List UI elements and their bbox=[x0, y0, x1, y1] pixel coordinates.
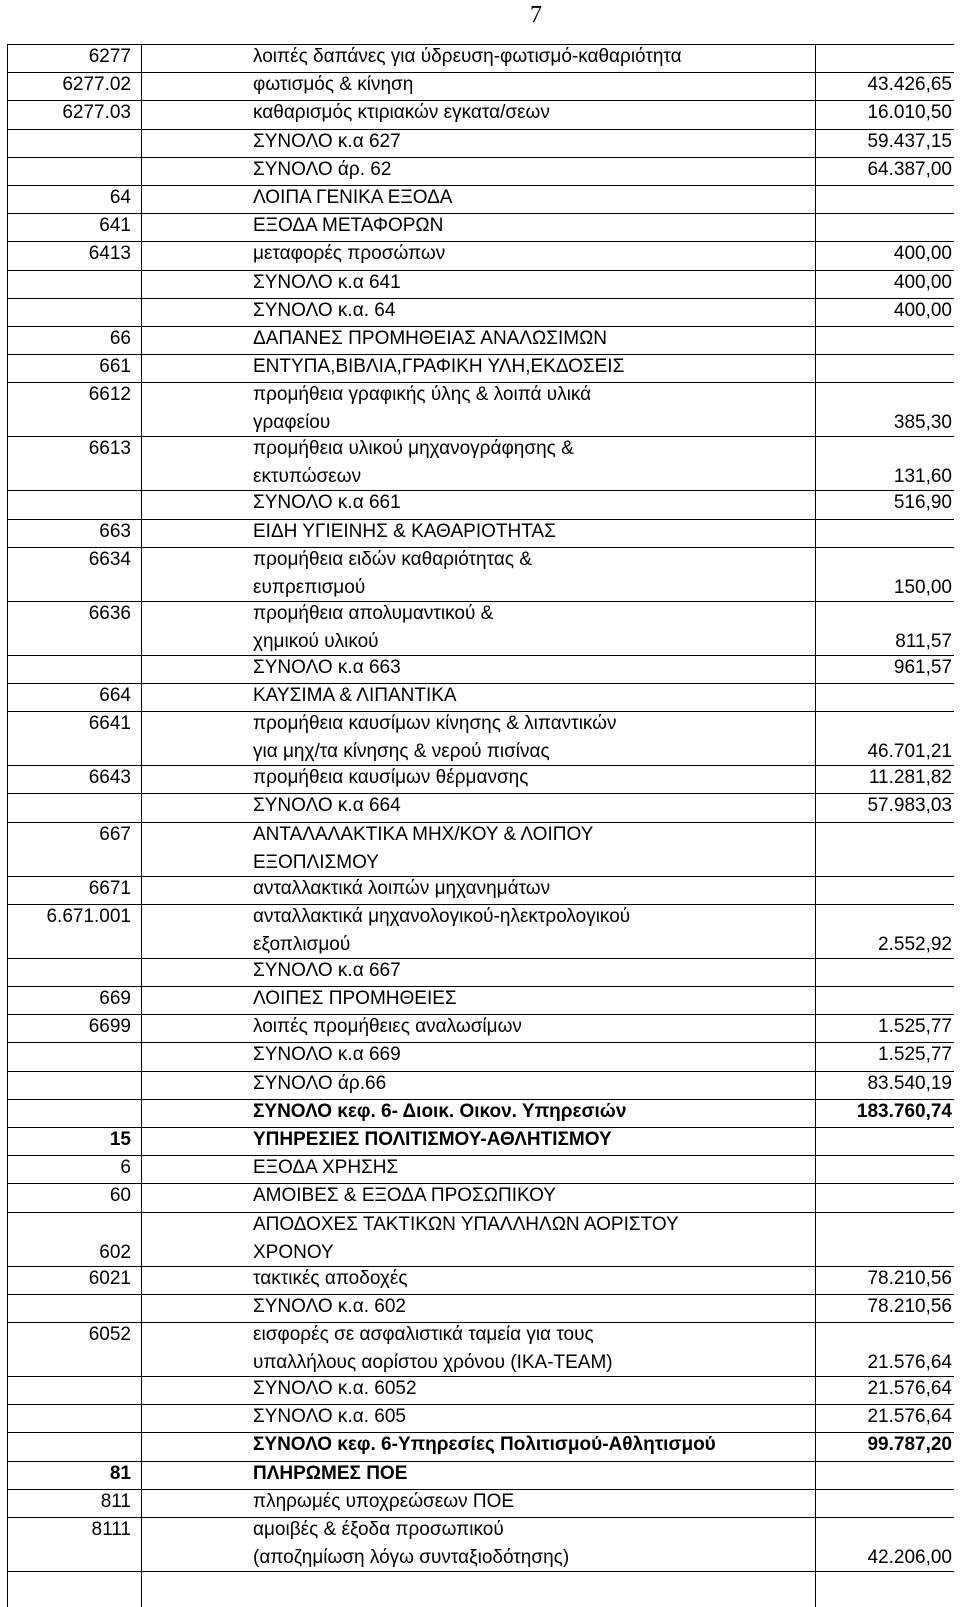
amount: 78.210,56 bbox=[867, 1295, 952, 1317]
account-code: 15 bbox=[109, 1129, 131, 1150]
amount: 11.281,82 bbox=[868, 767, 952, 789]
table-row bbox=[8, 72, 954, 101]
description-line: ΕΝΤΥΠΑ,ΒΙΒΛΙΑ,ΓΡΑΦΙΚΗ ΥΛΗ,ΕΚΔΟΣΕΙΣ bbox=[253, 356, 625, 378]
amount: 83.540,19 bbox=[867, 1072, 952, 1094]
description-line: ΣΥΝΟΛΟ κ.α 664 bbox=[253, 795, 401, 817]
account-code: 6277 bbox=[88, 46, 131, 67]
description-line: ΣΥΝΟΛΟ κ.α 667 bbox=[253, 959, 401, 981]
table-row bbox=[8, 1404, 954, 1433]
amount: 78.210,56 bbox=[867, 1267, 952, 1289]
table-row bbox=[8, 270, 954, 299]
description-line: προμήθεια υλικού μηχανογράφησης & bbox=[253, 438, 574, 460]
table-row bbox=[8, 547, 954, 602]
amount: 400,00 bbox=[893, 271, 952, 293]
table-row bbox=[8, 711, 954, 766]
description-line: αμοιβές & έξοδα προσωπικού bbox=[253, 1519, 504, 1540]
account-code: 6643 bbox=[88, 767, 131, 789]
table-row bbox=[8, 1461, 954, 1490]
description-line: ΕΙΔΗ ΥΓΙΕΙΝΗΣ & ΚΑΘΑΡΙΟΤΗΤΑΣ bbox=[253, 520, 556, 542]
account-code: 6671 bbox=[88, 877, 131, 899]
account-code: 6277.02 bbox=[62, 74, 131, 96]
account-code: 669 bbox=[99, 988, 131, 1009]
amount: 46.701,21 bbox=[867, 741, 952, 763]
description-line: ΕΞΟΔΑ ΧΡΗΣΗΣ bbox=[253, 1157, 399, 1179]
description-line: ΑΝΤΑΛΑΛΑΚΤΙΚΑ ΜΗΧ/ΚΟΥ & ΛΟΙΠΟΥ bbox=[253, 823, 594, 845]
description-line: ΣΥΝΟΛΟ κ.α 669 bbox=[253, 1044, 401, 1066]
table-row bbox=[8, 213, 954, 242]
description-line: ΣΥΝΟΛΟ κ.α. 6052 bbox=[253, 1378, 417, 1399]
table-row bbox=[8, 1517, 954, 1572]
description-line: ΚΑΥΣΙΜΑ & ΛΙΠΑΝΤΙΚΑ bbox=[253, 685, 457, 706]
account-code: 6277.03 bbox=[62, 102, 131, 124]
description-line: υπαλλήλους αορίστου χρόνου (ΙΚΑ-ΤΕΑΜ) bbox=[253, 1352, 613, 1373]
amount: 21.576,64 bbox=[867, 1352, 952, 1373]
table-row bbox=[8, 1042, 954, 1071]
table-row bbox=[8, 129, 954, 158]
table-row bbox=[8, 601, 954, 656]
description-line: ΣΥΝΟΛΟ άρ. 62 bbox=[253, 158, 392, 180]
description-line: λοιπές προμήθειες αναλωσίμων bbox=[253, 1016, 522, 1038]
description-line: ΧΡΟΝΟΥ bbox=[253, 1241, 334, 1263]
table-row bbox=[8, 1155, 954, 1184]
table-row bbox=[8, 382, 954, 437]
table-row bbox=[8, 822, 954, 877]
account-code: 6636 bbox=[88, 602, 131, 624]
description-line: ΣΥΝΟΛΟ κ.α 663 bbox=[253, 656, 401, 678]
table-row bbox=[8, 683, 954, 712]
description-line: προμήθεια καυσίμων κίνησης & λιπαντικών bbox=[253, 713, 617, 735]
account-code: 667 bbox=[99, 823, 131, 845]
description-line: ΑΠΟΔΟΧΕΣ ΤΑΚΤΙΚΩΝ ΥΠΑΛΛΗΛΩΝ ΑΟΡΙΣΤΟΥ bbox=[253, 1213, 679, 1235]
amount: 59.437,15 bbox=[867, 130, 952, 152]
table-row bbox=[8, 1212, 954, 1267]
table-row bbox=[8, 44, 954, 73]
table-row bbox=[8, 354, 954, 383]
description-line: πληρωμές υποχρεώσεων ΠΟΕ bbox=[253, 1490, 515, 1512]
account-code: 6021 bbox=[88, 1267, 131, 1289]
table-row bbox=[8, 1322, 954, 1377]
description-line: ΛΟΙΠΑ ΓΕΝΙΚΑ ΕΞΟΔΑ bbox=[253, 187, 453, 208]
description-line: (αποζημίωση λόγω συνταξιοδότησης) bbox=[253, 1547, 570, 1568]
description-line: ΣΥΝΟΛΟ κ.α 661 bbox=[253, 492, 401, 514]
amount: 131,60 bbox=[893, 466, 952, 488]
account-code: 6 bbox=[120, 1157, 131, 1179]
account-code: 6413 bbox=[88, 243, 131, 265]
table-row bbox=[8, 1183, 954, 1212]
account-code: 6613 bbox=[88, 438, 131, 460]
amount: 183.760,74 bbox=[856, 1100, 952, 1122]
amount: 961,57 bbox=[893, 656, 952, 678]
description-line: καθαρισμός κτιριακών εγκατα/σεων bbox=[253, 102, 550, 124]
description-line: μεταφορές προσώπων bbox=[253, 243, 446, 265]
table-row bbox=[8, 1489, 954, 1518]
description-line: προμήθεια ειδών καθαριότητας & bbox=[253, 548, 532, 570]
description-line: ΕΞΟΠΛΙΣΜΟΥ bbox=[253, 851, 379, 873]
table-row bbox=[8, 986, 954, 1015]
amount: 385,30 bbox=[893, 412, 952, 434]
description-line: εισφορές σε ασφαλιστικά ταμεία για τους bbox=[253, 1324, 594, 1345]
account-code: 602 bbox=[99, 1241, 131, 1263]
description-line: ΣΥΝΟΛΟ κεφ. 6- Διοικ. Οικον. Υπηρεσιών bbox=[253, 1100, 627, 1122]
table-row bbox=[8, 655, 954, 684]
description-line: εκτυπώσεων bbox=[253, 466, 362, 488]
table-row bbox=[8, 1099, 954, 1128]
description-line: χημικού υλικού bbox=[253, 630, 379, 652]
amount: 150,00 bbox=[893, 576, 952, 598]
description-line: τακτικές αποδοχές bbox=[253, 1267, 408, 1289]
table-row bbox=[8, 241, 954, 270]
description-line: ΣΥΝΟΛΟ άρ.66 bbox=[253, 1072, 387, 1094]
budget-table bbox=[7, 44, 954, 1607]
amount: 811,57 bbox=[895, 630, 952, 652]
amount: 42.206,00 bbox=[867, 1547, 952, 1568]
amount: 99.787,20 bbox=[867, 1434, 952, 1456]
account-code: 6634 bbox=[88, 548, 131, 570]
description-line: γραφείου bbox=[253, 412, 331, 434]
description-line: ΕΞΟΔΑ ΜΕΤΑΦΟΡΩΝ bbox=[253, 215, 444, 237]
description-line: ΑΜΟΙΒΕΣ & ΕΞΟΔΑ ΠΡΟΣΩΠΙΚΟΥ bbox=[253, 1185, 556, 1207]
table-row bbox=[8, 100, 954, 129]
account-code: 8111 bbox=[91, 1519, 131, 1540]
description-line: εξοπλισμού bbox=[253, 933, 351, 955]
table-row bbox=[8, 1266, 954, 1295]
amount: 516,90 bbox=[893, 492, 952, 514]
description-line: ΣΥΝΟΛΟ κ.α. 605 bbox=[253, 1406, 406, 1428]
description-line: ΣΥΝΟΛΟ κ.α. 64 bbox=[253, 299, 396, 321]
amount: 1.525,77 bbox=[878, 1016, 952, 1038]
account-code: 81 bbox=[109, 1462, 131, 1484]
amount: 16.010,50 bbox=[867, 102, 952, 124]
table-row bbox=[8, 185, 954, 214]
account-code: 6641 bbox=[88, 713, 131, 735]
table-row bbox=[8, 876, 954, 905]
description-line: ΣΥΝΟΛΟ κ.α 627 bbox=[253, 130, 401, 152]
account-code: 6612 bbox=[88, 384, 131, 406]
table-row bbox=[8, 1376, 954, 1405]
account-code: 663 bbox=[99, 520, 131, 542]
amount: 21.576,64 bbox=[867, 1406, 952, 1428]
account-code: 66 bbox=[109, 328, 131, 349]
table-row bbox=[8, 436, 954, 491]
amount: 21.576,64 bbox=[867, 1378, 952, 1399]
description-line: ΔΑΠΑΝΕΣ ΠΡΟΜΗΘΕΙΑΣ ΑΝΑΛΩΣΙΜΩΝ bbox=[253, 328, 608, 349]
description-line: ανταλλακτικά λοιπών μηχανημάτων bbox=[253, 877, 551, 899]
amount: 400,00 bbox=[893, 243, 952, 265]
table-row bbox=[8, 490, 954, 519]
account-code: 6699 bbox=[88, 1016, 131, 1038]
table-row bbox=[8, 1014, 954, 1043]
amount: 2.552,92 bbox=[878, 933, 952, 955]
account-code: 64 bbox=[109, 187, 131, 208]
table-row bbox=[8, 793, 954, 822]
table-row bbox=[8, 1071, 954, 1100]
description-line: για μηχ/τα κίνησης & νερού πισίνας bbox=[253, 741, 550, 763]
amount: 64.387,00 bbox=[867, 158, 952, 180]
description-line: ευπρεπισμού bbox=[253, 576, 366, 598]
description-line: ΠΛΗΡΩΜΕΣ ΠΟΕ bbox=[253, 1462, 408, 1484]
table-row bbox=[8, 326, 954, 355]
amount: 400,00 bbox=[893, 299, 952, 321]
account-code: 641 bbox=[99, 215, 131, 237]
table-row bbox=[8, 1127, 954, 1156]
description-line: ΣΥΝΟΛΟ κ.α 641 bbox=[253, 271, 401, 293]
description-line: ΣΥΝΟΛΟ κ.α. 602 bbox=[253, 1295, 406, 1317]
description-line: προμήθεια καυσίμων θέρμανσης bbox=[253, 767, 529, 789]
description-line: φωτισμός & κίνηση bbox=[253, 74, 414, 96]
table-row bbox=[8, 765, 954, 794]
amount: 1.525,77 bbox=[878, 1044, 952, 1066]
description-line: προμήθεια απολυμαντικού & bbox=[253, 602, 494, 624]
account-code: 6.671.001 bbox=[46, 905, 131, 927]
table-row bbox=[8, 157, 954, 186]
account-code: 811 bbox=[100, 1490, 131, 1512]
table-row bbox=[8, 958, 954, 987]
amount: 57.983,03 bbox=[867, 795, 952, 817]
amount: 43.426,65 bbox=[867, 74, 952, 96]
account-code: 60 bbox=[109, 1185, 131, 1207]
table-row bbox=[8, 904, 954, 959]
description-line: προμήθεια γραφικής ύλης & λοιπά υλικά bbox=[253, 384, 592, 406]
account-code: 661 bbox=[99, 356, 131, 378]
account-code: 6052 bbox=[88, 1324, 131, 1345]
description-line: ΛΟΙΠΕΣ ΠΡΟΜΗΘΕΙΕΣ bbox=[253, 988, 457, 1009]
table-row bbox=[8, 298, 954, 327]
description-line: λοιπές δαπάνες για ύδρευση-φωτισμό-καθαριότητα bbox=[253, 46, 682, 67]
description-line: ΣΥΝΟΛΟ κεφ. 6-Υπηρεσίες Πολιτισμού-Αθλητισμού bbox=[253, 1434, 716, 1456]
account-code: 664 bbox=[99, 685, 131, 706]
table-row bbox=[8, 1294, 954, 1323]
description-line: ΥΠΗΡΕΣΙΕΣ ΠΟΛΙΤΙΣΜΟΥ-ΑΘΛΗΤΙΣΜΟΥ bbox=[253, 1129, 612, 1150]
table-row bbox=[8, 1432, 954, 1461]
description-line: ανταλλακτικά μηχανολογικού-ηλεκτρολογικού bbox=[253, 905, 631, 927]
table-row bbox=[8, 519, 954, 548]
page-number: 7 bbox=[530, 2, 542, 28]
